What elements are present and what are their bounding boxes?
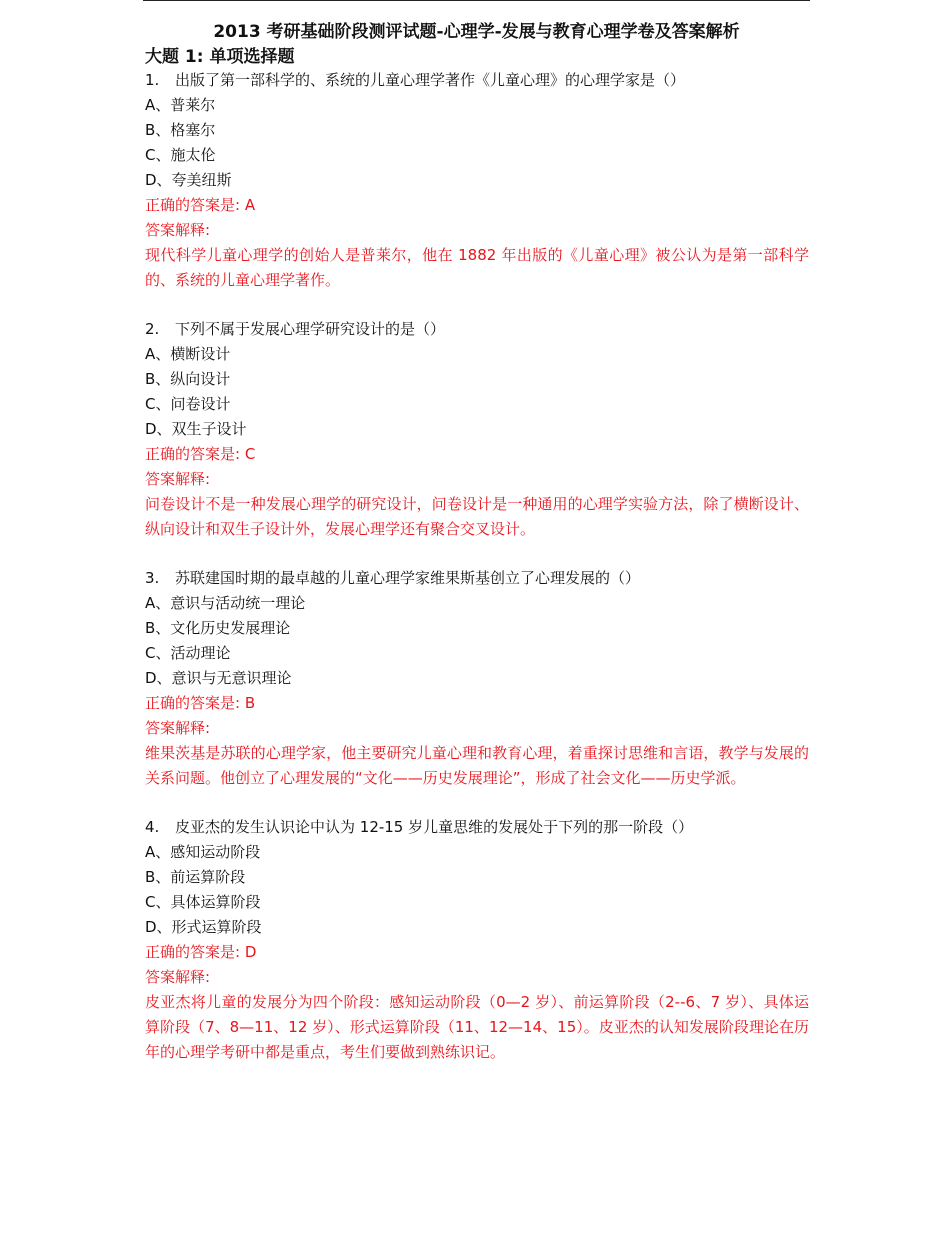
- explanation-title: 答案解释:: [145, 968, 211, 986]
- explanation-title: 答案解释:: [145, 470, 211, 488]
- question-list: [145, 68, 809, 1089]
- option-d: D、夸美纽斯: [145, 171, 232, 189]
- option-b: B、文化历史发展理论: [145, 619, 291, 637]
- option-c: C、施太伦: [145, 146, 216, 164]
- document-title: 2013 考研基础阶段测评试题-心理学-发展与教育心理学卷及答案解析: [213, 22, 740, 42]
- correct-answer: 正确的答案是: C: [145, 445, 256, 463]
- explanation-title: 答案解释:: [145, 719, 211, 737]
- option-b: B、纵向设计: [145, 370, 231, 388]
- question-stem: [145, 815, 809, 840]
- question-3: [145, 566, 809, 791]
- explanation-text: 维果茨基是苏联的心理学家，他主要研究儿童心理和教育心理，着重探讨思维和言语，教学与发展的关系问题。他创立了心理发展的“文化——历史发展理论”，形成了社会文化——历史学派。: [145, 744, 809, 787]
- question-text: 出版了第一部科学的、系统的儿童心理学著作《儿童心理》的心理学家是（）: [175, 71, 686, 89]
- option-c: C、具体运算阶段: [145, 893, 261, 911]
- option-c: C、活动理论: [145, 644, 231, 662]
- correct-answer: 正确的答案是: D: [145, 943, 257, 961]
- correct-answer: 正确的答案是: A: [145, 196, 256, 214]
- option-d: D、双生子设计: [145, 420, 247, 438]
- section-heading: 大题 1: 单项选择题: [145, 47, 295, 67]
- option-a: A、意识与活动统一理论: [145, 594, 306, 612]
- question-stem: [145, 68, 809, 93]
- question-text: 苏联建国时期的最卓越的儿童心理学家维果斯基创立了心理发展的（）: [175, 569, 641, 587]
- option-a: A、感知运动阶段: [145, 843, 261, 861]
- question-number: 2.: [145, 320, 160, 338]
- top-rule: [143, 0, 810, 1]
- option-d: D、意识与无意识理论: [145, 669, 292, 687]
- explanation-title: 答案解释:: [145, 221, 211, 239]
- explanation-text: 皮亚杰将儿童的发展分为四个阶段：感知运动阶段（0—2 岁）、前运算阶段（2--6、7 岁）、具体运算阶段（7、8—11、12 岁）、形式运算阶段（11、12—14、15）。皮亚杰的认知发展阶段理论在历年的心理学考研中都是重点，考生们要做到熟练识记。: [145, 993, 809, 1061]
- explanation-text: 现代科学儿童心理学的创始人是普莱尔，他在 1882 年出版的《儿童心理》被公认为是第一部科学的、系统的儿童心理学著作。: [145, 246, 809, 289]
- option-d: D、形式运算阶段: [145, 918, 262, 936]
- option-c: C、问卷设计: [145, 395, 231, 413]
- question-2: [145, 317, 809, 542]
- question-text: 下列不属于发展心理学研究设计的是（）: [175, 320, 446, 338]
- option-b: B、前运算阶段: [145, 868, 246, 886]
- option-a: A、普莱尔: [145, 96, 216, 114]
- option-a: A、横断设计: [145, 345, 231, 363]
- question-stem: [145, 317, 809, 342]
- question-number: 3.: [145, 569, 160, 587]
- question-stem: [145, 566, 809, 591]
- correct-answer: 正确的答案是: B: [145, 694, 256, 712]
- explanation-text: 问卷设计不是一种发展心理学的研究设计，问卷设计是一种通用的心理学实验方法，除了横断设计、纵向设计和双生子设计外，发展心理学还有聚合交叉设计。: [145, 495, 809, 538]
- question-4: [145, 815, 809, 1065]
- question-number: 1.: [145, 71, 160, 89]
- question-1: [145, 68, 809, 293]
- option-b: B、格塞尔: [145, 121, 216, 139]
- question-text: 皮亚杰的发生认识论中认为 12-15 岁儿童思维的发展处于下列的那一阶段（）: [175, 818, 694, 836]
- question-number: 4.: [145, 818, 160, 836]
